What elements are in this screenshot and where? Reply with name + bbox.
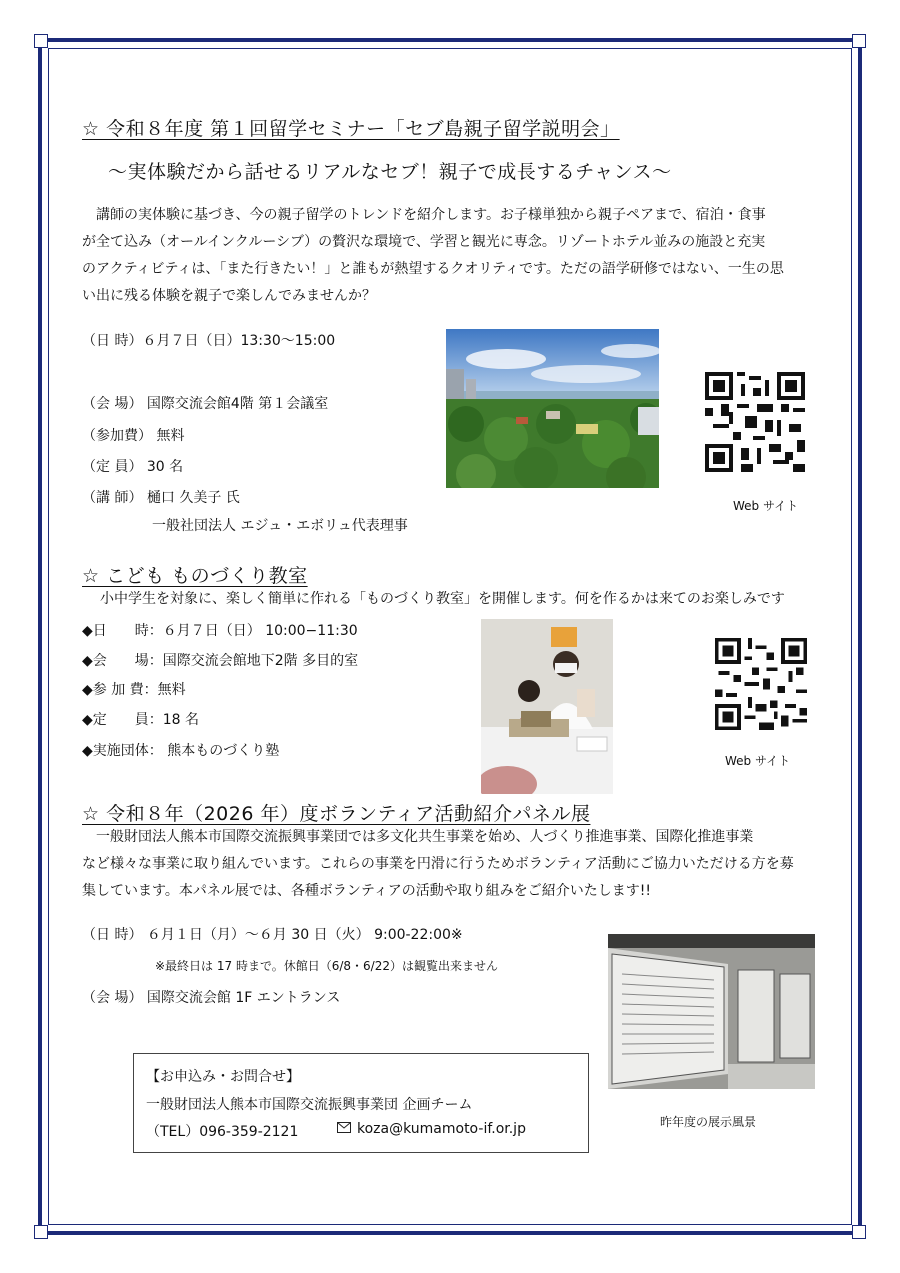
workshop-capacity: ◆定 員：18 名 xyxy=(82,712,200,728)
exhibition-photo-caption: 昨年度の展示風景 xyxy=(660,1115,757,1129)
seminar-venue: （会 場） 国際交流会館4階 第１会議室 xyxy=(82,396,329,412)
exhibition-photo xyxy=(608,934,815,1089)
seminar-heading: ☆ 令和８年度 第１回留学セミナー「セブ島親子留学説明会」 xyxy=(82,118,620,140)
panel-exhibition-venue: （会 場） 国際交流会館 1F エントランス xyxy=(82,990,341,1006)
workshop-photo xyxy=(481,619,613,794)
border-corner xyxy=(852,34,866,48)
seminar-datetime: （日 時）６月７日（日）13:30～15:00 xyxy=(82,333,336,349)
seminar-description-line: が全て込み（オールインクルーシブ）の贅沢な環境で、学習と観光に専念。リゾートホテル並みの施設と充実 xyxy=(82,234,766,250)
workshop-description: 小中学生を対象に、楽しく簡単に作れる「ものづくり教室」を開催します。何を作るかは来てのお楽しみです xyxy=(100,591,785,607)
seminar-fee: （参加費） 無料 xyxy=(82,428,185,444)
seminar-lecturer-org: 一般社団法人 エジュ・エボリュ代表理事 xyxy=(152,518,408,534)
seminar-description-line: のアクティビティは、「また行きたい！」と誰もが熱望するクオリティです。ただの語学研修ではない、一生の思 xyxy=(82,261,784,277)
panel-exhibition-heading: ☆ 令和８年（2026 年）度ボランティア活動紹介パネル展 xyxy=(82,803,591,825)
contact-email[interactable]: koza@kumamoto-if.or.jp xyxy=(357,1121,526,1137)
cebu-landscape-photo xyxy=(446,329,659,488)
border-corner xyxy=(34,1225,48,1239)
workshop-fee: ◆参 加 費：無料 xyxy=(82,682,186,698)
panel-exhibition-description-line: 一般財団法人熊本市国際交流振興事業団では多文化共生事業を始め、人づくり推進事業、国際化推進事業 xyxy=(82,829,754,845)
panel-exhibition-description-line: など様々な事業に取り組んでいます。これらの事業を円滑に行うためボランティア活動にご協力いただける方を募 xyxy=(82,856,794,872)
contact-box xyxy=(133,1053,589,1153)
workshop-qr-code[interactable] xyxy=(715,638,807,730)
panel-exhibition-note: ※最終日は 17 時まで。休館日（6/8・6/22）は観覧出来ません xyxy=(155,959,498,973)
workshop-qr-caption: Web サイト xyxy=(725,754,791,768)
workshop-datetime: ◆日 時：６月７日（日） 10:00−11:30 xyxy=(82,623,358,639)
seminar-description xyxy=(82,202,784,310)
seminar-capacity: （定 員） 30 名 xyxy=(82,459,184,475)
border-corner xyxy=(852,1225,866,1239)
seminar-description-line: 講師の実体験に基づき、今の親子留学のトレンドを紹介します。お子様単独から親子ペアまで、宿泊・食事 xyxy=(82,207,766,223)
mail-icon xyxy=(337,1121,351,1137)
workshop-organizer: ◆実施団体： 熊本ものづくり塾 xyxy=(82,743,280,759)
seminar-qr-code[interactable] xyxy=(705,372,805,472)
seminar-subheading: ～実体験だから話せるリアルなセブ！親子で成長するチャンス～ xyxy=(108,161,672,183)
border-corner xyxy=(34,34,48,48)
workshop-venue: ◆会 場：国際交流会館地下2階 多目的室 xyxy=(82,653,359,669)
workshop-heading: ☆ こども ものづくり教室 xyxy=(82,565,308,587)
contact-tel[interactable]: （TEL）096-359-2121 xyxy=(146,1124,299,1140)
contact-org: 一般財団法人熊本市国際交流振興事業団 企画チーム xyxy=(146,1097,473,1113)
seminar-lecturer: （講 師） 樋口 久美子 氏 xyxy=(82,490,240,506)
panel-exhibition-description-line: 集しています。本パネル展では、各種ボランティアの活動や取り組みをご紹介いたします!! xyxy=(82,883,651,899)
panel-exhibition-datetime: （日 時） ６月１日（月）～６月 30 日（火） 9:00-22:00※ xyxy=(82,927,463,943)
seminar-qr-caption: Web サイト xyxy=(733,499,799,513)
seminar-description-line: い出に残る体験を親子で楽しんでみませんか？ xyxy=(82,288,376,304)
contact-title: 【お申込み・お問合せ】 xyxy=(146,1069,300,1085)
panel-exhibition-description xyxy=(82,824,794,905)
contact-email-row[interactable] xyxy=(337,1121,526,1137)
